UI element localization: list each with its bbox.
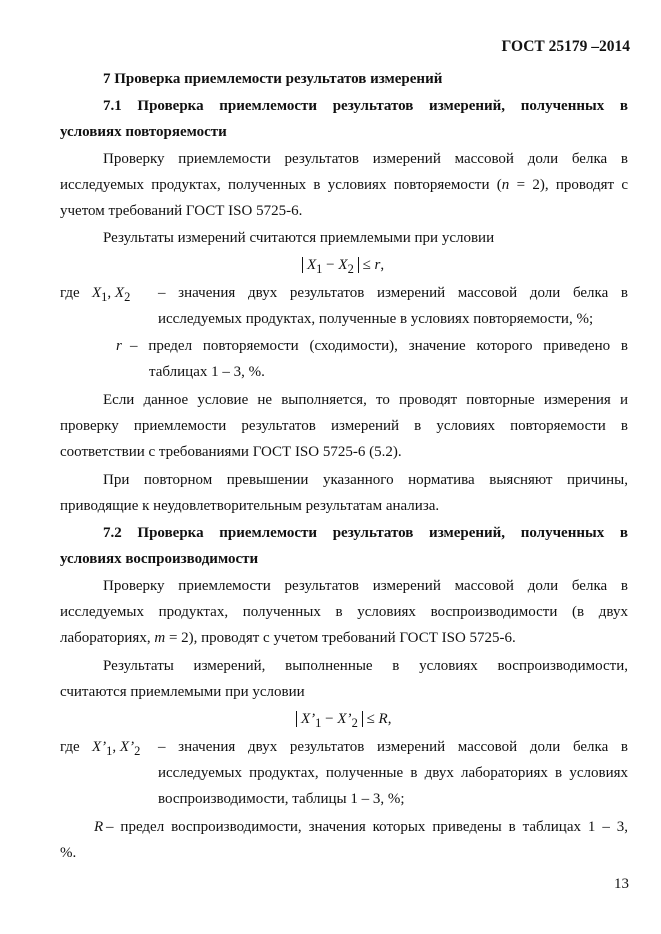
document-header: ГОСТ 25179 –2014 — [501, 38, 630, 55]
paragraph-4-line1: При повторном превышении указанного норматива выясняют причины, — [103, 472, 628, 488]
where-var-2: r — [116, 338, 122, 354]
formula-reproducibility: $X’_1$ − $X’_2 \le R$, — [296, 710, 391, 732]
paragraph-3-line2: проверку приемлемости результатов измерений в условиях повторяемости в — [60, 418, 628, 434]
where-var-4: R — [94, 819, 104, 835]
paragraph-3-line1: Если данное условие не выполняется, то проводят повторные измерения и — [103, 392, 628, 408]
where-vars-3: $X’_1$, $X’_2$ — [92, 739, 141, 758]
where-text-4-line2: %. — [60, 845, 77, 861]
paragraph-2: Результаты измерений считаются приемлемыми при условии — [103, 230, 495, 246]
paragraph-6-line2: считаются приемлемыми при условии — [60, 684, 305, 700]
where-vars-1: $X_1$, $X_2$ — [92, 285, 131, 304]
section-7-1-title-line1: 7.1 Проверка приемлемости результатов измерений, полученных в — [103, 98, 628, 114]
paragraph-5-line2: исследуемых продуктах, полученных в условиях воспроизводимости (в двух — [60, 604, 628, 620]
page-number: 13 — [614, 876, 629, 892]
paragraph-1-line1: Проверку приемлемости результатов измерений массовой доли белка в — [103, 151, 628, 167]
section-7-1-title-line2: условиях повторяемости — [60, 124, 227, 140]
paragraph-6-line1: Результаты измерений, выполненные в условиях воспроизводимости, — [103, 658, 628, 674]
where-text-2-line2: таблицах 1 – 3, %. — [149, 364, 265, 380]
paragraph-3-line3: соответствии с требованиями ГОСТ ISO 5725-6 (5.2). — [60, 444, 402, 460]
where-text-3-line1: – значения двух результатов измерений массовой доли белка в — [158, 739, 628, 755]
formula-repeatability: $X_1 - X_2 \le r$, — [302, 256, 384, 278]
where-text-3-line2: исследуемых продуктах, полученные в двух лабораториях в условиях — [158, 765, 628, 781]
where-label-3: где — [60, 739, 80, 755]
where-text-1-line1: – значения двух результатов измерений массовой доли белка в — [158, 285, 628, 301]
paragraph-5-line3: лабораториях, m = 2), проводят с учетом требований ГОСТ ISO 5725-6. — [60, 630, 516, 646]
where-text-4-line1: – предел воспроизводимости, значения которых приведены в таблицах 1 – 3, — [106, 819, 628, 835]
where-label-1: где — [60, 285, 80, 301]
section-7-title: 7 Проверка приемлемости результатов измерений — [103, 71, 443, 87]
paragraph-5-line1: Проверку приемлемости результатов измерений массовой доли белка в — [103, 578, 628, 594]
section-7-2-title-line2: условиях воспроизводимости — [60, 551, 259, 567]
where-text-3-line3: воспроизводимости, таблицы 1 – 3, %; — [158, 791, 405, 807]
where-text-1-line2: исследуемых продуктах, полученные в условиях повторяемости, %; — [158, 311, 594, 327]
where-text-2-line1: – предел повторяемости (сходимости), значение которого приведено в — [130, 338, 628, 354]
section-7-2-title-line1: 7.2 Проверка приемлемости результатов измерений, полученных в — [103, 525, 628, 541]
paragraph-4-line2: приводящие к неудовлетворительным результатам анализа. — [60, 498, 440, 514]
paragraph-1-line2: исследуемых продуктах, полученных в условиях повторяемости (n = 2), проводят с — [60, 177, 628, 193]
paragraph-1-line3: учетом требований ГОСТ ISO 5725-6. — [60, 203, 303, 219]
